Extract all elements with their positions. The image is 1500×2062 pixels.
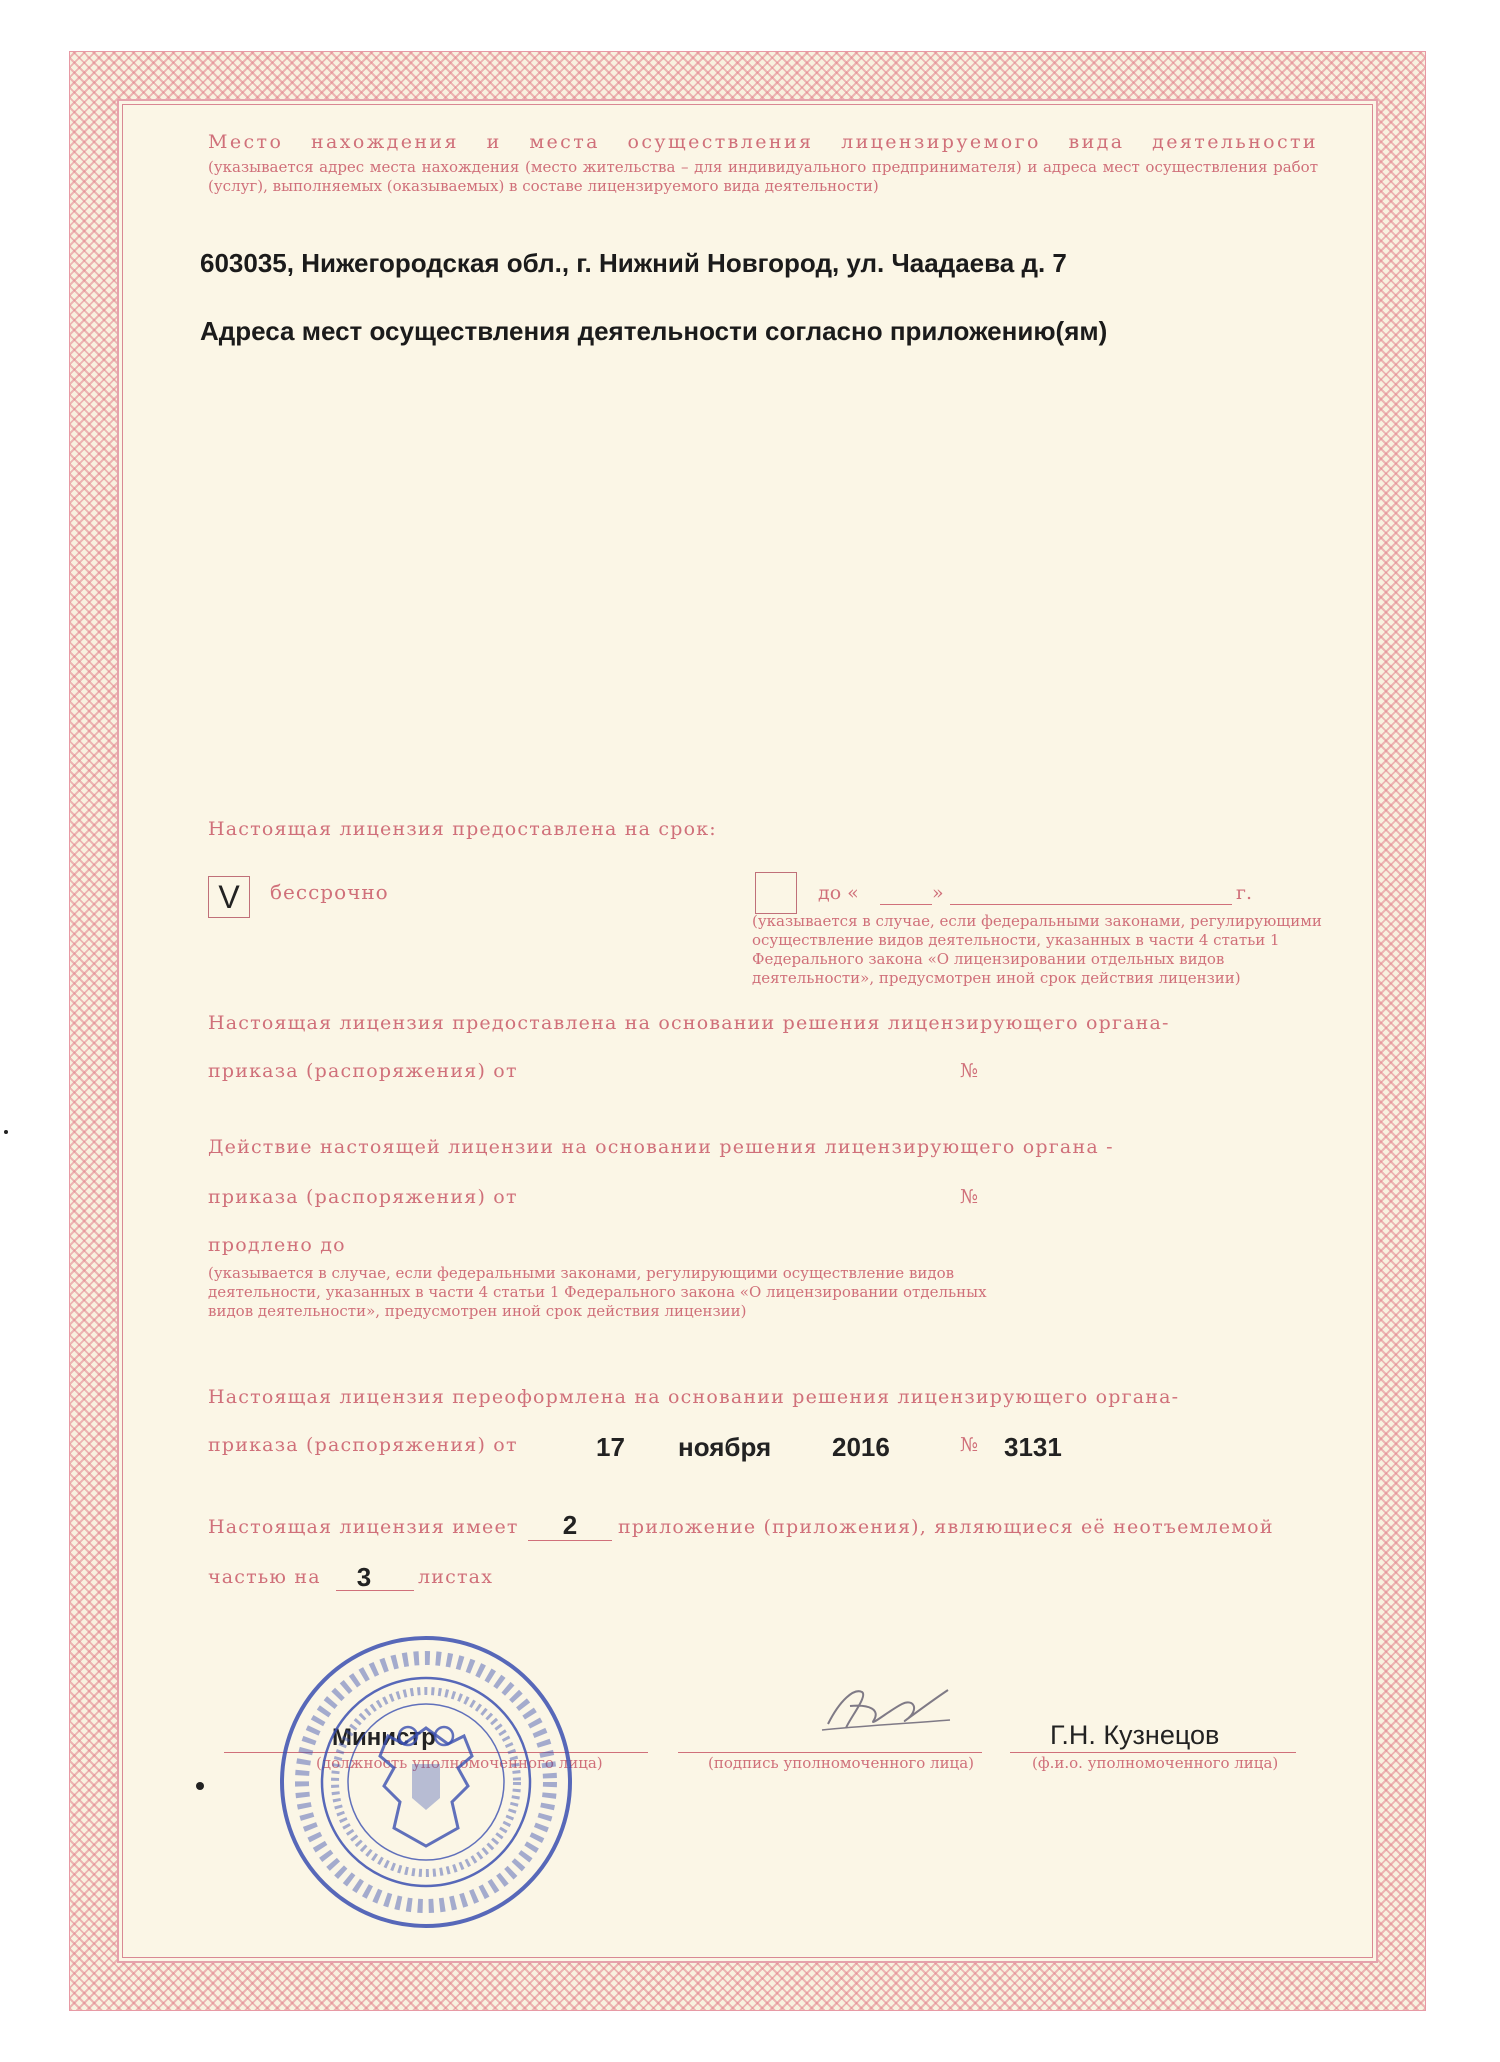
extension-number-sign: № (960, 1186, 978, 1208)
until-prefix: до « (818, 882, 859, 904)
official-seal (276, 1632, 576, 1932)
extension-line-1: Действие настоящей лицензии на основании решения лицензирующего органа - (208, 1136, 1114, 1158)
sign-line (678, 1752, 982, 1753)
address-line-1: 603035, Нижегородская обл., г. Нижний Новгород, ул. Чаадаева д. 7 (200, 248, 1067, 278)
name-note: (ф.и.о. уполномоченного лица) (1032, 1754, 1279, 1772)
check-mark: V (218, 879, 240, 915)
reissue-number-sign: № (960, 1434, 978, 1456)
until-checkbox[interactable] (755, 872, 797, 914)
header-title: Место нахождения и места осуществления лицензируемого вида деятельности (208, 131, 1318, 153)
reissue-month: ноября (678, 1432, 772, 1462)
extension-note: (указывается в случае, если федеральными законами, регулирующими осуществление видов деятельности, указанных в части 4 статьи 1 Федерального закона «О лицензировании отдельных видов деятельности», предусмотрен иной срок действия лицензии) (208, 1264, 987, 1320)
reissue-number: 3131 (1004, 1432, 1062, 1462)
unlimited-checkbox[interactable] (208, 876, 250, 918)
basis-number-sign: № (960, 1060, 978, 1082)
basis-line-1: Настоящая лицензия предоставлена на основании решения лицензирующего органа- (208, 1012, 1170, 1034)
until-day-line (880, 904, 932, 905)
header-note: (указывается адрес места нахождения (место жительства – для индивидуального предпринимателя) и адреса мест осуществления работ (услуг), выполняемых (оказываемых) в составе лицензируемого вида деятельности) (208, 158, 1318, 195)
until-date-line (950, 904, 1232, 905)
reissue-day: 17 (596, 1432, 625, 1462)
appendix-sheets: 3 (356, 1562, 372, 1592)
appendix-part-prefix: частью на (208, 1566, 321, 1588)
position-note: (должность уполномоченного лица) (316, 1754, 603, 1772)
signature-mark (810, 1680, 960, 1740)
name-line (1010, 1752, 1296, 1753)
position-value: Министр (332, 1724, 436, 1751)
term-label: Настоящая лицензия предоставлена на срок: (208, 818, 717, 840)
margin-mark (4, 1130, 8, 1134)
appendix-suffix: приложение (приложения), являющиеся её неотъемлемой (618, 1516, 1274, 1538)
extended-until-label: продлено до (208, 1234, 346, 1256)
address-line-2: Адреса мест осуществления деятельности согласно приложению(ям) (200, 316, 1108, 346)
unlimited-label: бессрочно (270, 880, 389, 904)
reissue-year: 2016 (832, 1432, 890, 1462)
extension-line-2: приказа (распоряжения) от (208, 1186, 518, 1208)
reissue-line-1: Настоящая лицензия переоформлена на основании решения лицензирующего органа- (208, 1386, 1180, 1408)
appendix-prefix: Настоящая лицензия имеет (208, 1516, 519, 1538)
basis-line-2: приказа (распоряжения) от (208, 1060, 518, 1082)
reissue-line-2: приказа (распоряжения) от (208, 1434, 518, 1456)
appendix-part-suffix: листах (418, 1566, 494, 1588)
ink-dot (196, 1782, 204, 1790)
signer-name: Г.Н. Кузнецов (1050, 1720, 1220, 1750)
sign-note: (подпись уполномоченного лица) (708, 1754, 975, 1772)
until-year-suffix: г. (1236, 882, 1252, 904)
until-quote-close: » (932, 882, 944, 904)
term-note: (указывается в случае, если федеральными законами, регулирующими осуществление видов деятельности, указанных в части 4 статьи 1 Федерального закона «О лицензировании отдельных видов деятельности», предусмотрен иной срок действия лицензии) (752, 912, 1322, 987)
appendix-count: 2 (562, 1510, 578, 1540)
